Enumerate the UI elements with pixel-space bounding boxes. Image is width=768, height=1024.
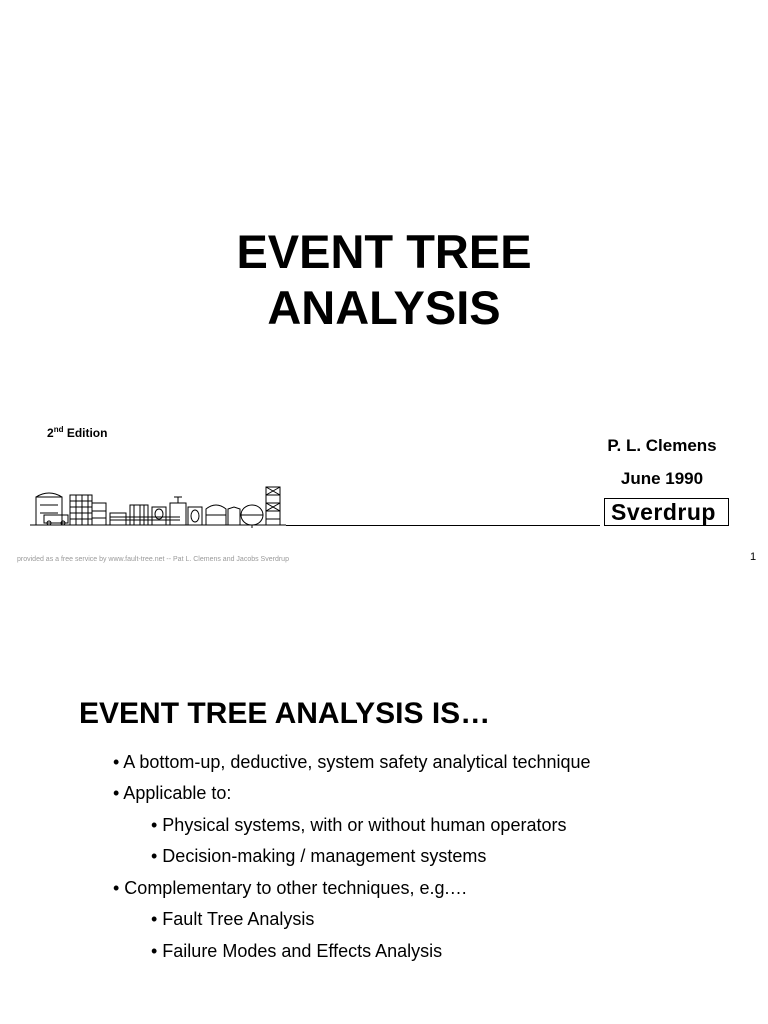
edition-suffix: nd <box>53 425 64 434</box>
edition-number: 2 <box>47 426 54 440</box>
edition-label <box>47 426 107 440</box>
sub-bullet-item: • Fault Tree Analysis <box>151 909 315 929</box>
slide1-title-line1: EVENT TREE <box>236 225 532 278</box>
slide1-title <box>0 224 768 336</box>
sverdrup-logo: Sverdrup <box>604 498 729 526</box>
sub-bullet-item: • Failure Modes and Effects Analysis <box>151 941 443 961</box>
bullet-item: • Complementary to other techniques, e.g.… <box>113 878 468 898</box>
sub-bullet-item: • Physical systems, with or without human operators <box>151 815 567 835</box>
author-name: P. L. Clemens <box>607 436 717 455</box>
bullet-item: • A bottom-up, deductive, system safety analytical technique <box>113 752 591 772</box>
slide2-title: EVENT TREE ANALYSIS IS… <box>79 697 491 730</box>
publication-date: June 1990 <box>620 469 704 488</box>
sub-bullet-item: • Decision-making / management systems <box>151 846 487 866</box>
edition-word: Edition <box>66 426 108 440</box>
page-number: 1 <box>750 551 757 563</box>
bullet-item: • Applicable to: <box>113 783 232 803</box>
slide1-title-line2: ANALYSIS <box>267 281 501 334</box>
industrial-plant-illustration <box>30 483 286 528</box>
footer-credit: provided as a free service by www.fault-tree.net -- Pat L. Clemens and Jacobs Sverdrup <box>17 556 289 563</box>
signature-line <box>286 525 600 526</box>
